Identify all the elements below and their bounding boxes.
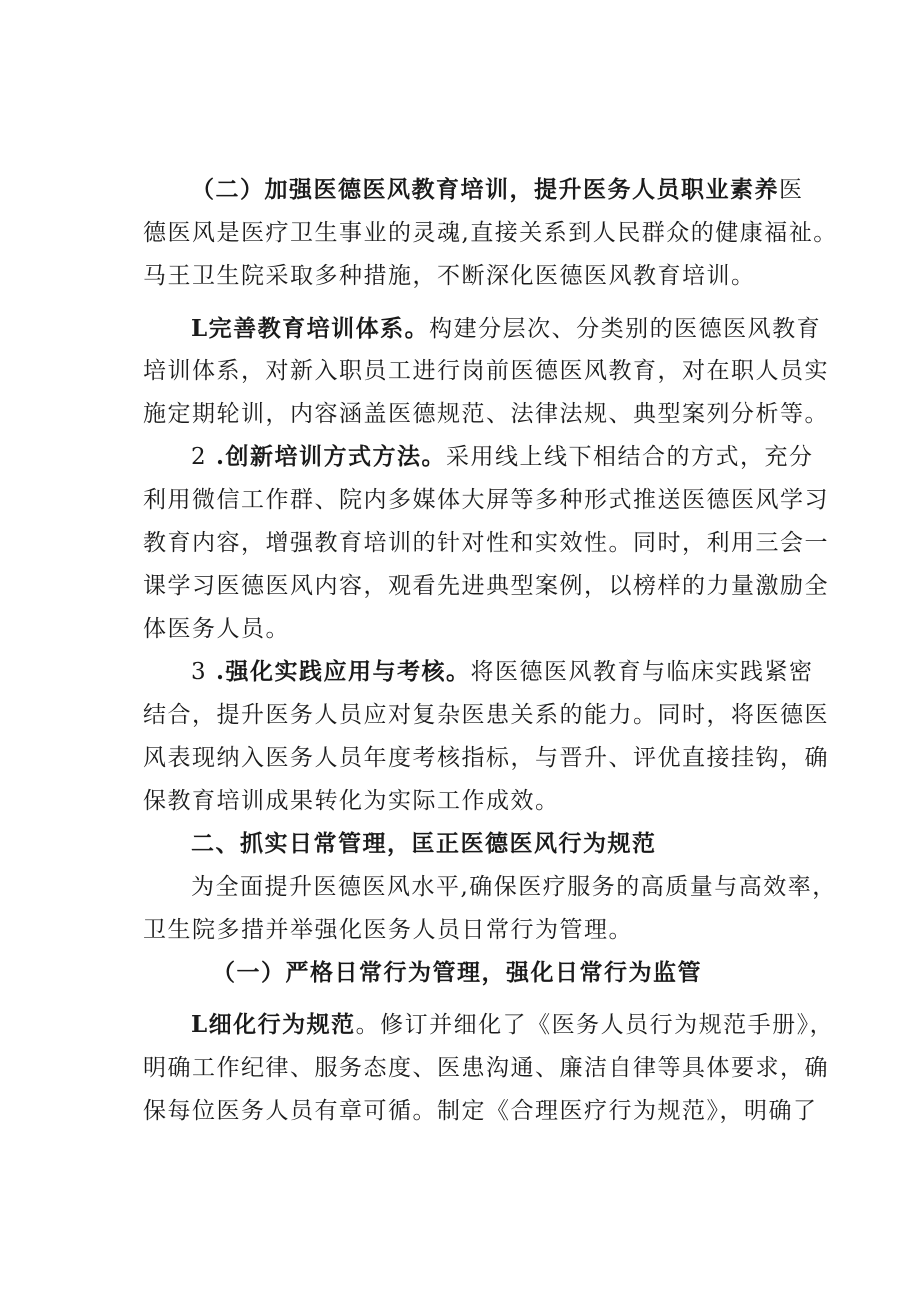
paragraph-line: 体医务人员。 [143,616,290,642]
item-lead: L完善教育培训体系。 [191,315,430,342]
list-item-first-line [191,442,814,472]
paragraph-line: 卫生院多措并举强化医务人员日常行为管理。 [143,917,633,943]
paragraph-line: 教育内容，增强教育培训的针对性和实效性。同时，利用三会一 [143,530,829,556]
item-lead: .强化实践应用与考核。 [215,658,471,685]
paragraph-line: 利用微信工作群、院内多媒体大屏等多种形式推送医德医风学习 [143,487,829,513]
paragraph-line: 施定期轮训，内容涵盖医德规范、法律法规、典型案列分析等。 [143,401,829,427]
section-heading-line [191,175,804,205]
item-number: 2 [191,444,208,470]
paragraph-line: 风表现纳入医务人员年度考核指标，与晋升、评优直接挂钩，确 [143,745,829,771]
list-item-first-line [191,1010,835,1040]
paragraph-line: 保教育培训成果转化为实际工作成效。 [143,788,560,814]
chapter-heading: 二、抓实日常管理，匡正医德医风行为规范 [191,830,657,857]
list-item-first-line [191,314,822,344]
item-text: 。修订并细化了《医务人员行为规范手册》， [355,1012,835,1038]
paragraph-line: 马王卫生院采取多种措施，不断深化医德医风教育培训。 [143,263,756,289]
item-text: 构建分层次、分类别的医德医风教育 [429,316,822,342]
item-text: 采用线上线下相结合的方式，充分 [445,444,814,470]
paragraph-line: 德医风是医疗卫生事业的灵魂,直接关系到人民群众的健康福祉。 [143,220,838,246]
item-text: 将医德医风教育与临床实践紧密 [470,659,814,685]
paragraph-line: 结合，提升医务人员应对复杂医患关系的能力。同时，将医德医 [143,702,829,728]
paragraph-line: 培训体系，对新入职员工进行岗前医德医风教育，对在职人员实 [143,358,829,384]
paragraph-line: 明确工作纪律、服务态度、医患沟通、廉洁自律等具体要求，确 [143,1055,829,1081]
item-lead: L细化行为规范 [191,1011,356,1038]
item-lead: .创新培训方式方法。 [215,443,446,470]
paragraph-line: 保每位医务人员有章可循。制定《合理医疗行为规范》，明确了 [143,1098,818,1124]
list-item-first-line [191,657,814,687]
sub-section-heading: （一）严格日常行为管理，强化日常行为监管 [212,959,702,986]
section-heading: （二）加强医德医风教育培训，提升医务人员职业素养 [191,176,779,203]
paragraph-line: 课学习医德医风内容，观看先进典型案例，以榜样的力量激励全 [143,573,829,599]
section-heading-tail: 医 [779,177,804,203]
item-number: 3 [191,659,208,685]
paragraph-line: 为全面提升医德医风水平,确保医疗服务的高质量与高效率， [191,874,837,900]
